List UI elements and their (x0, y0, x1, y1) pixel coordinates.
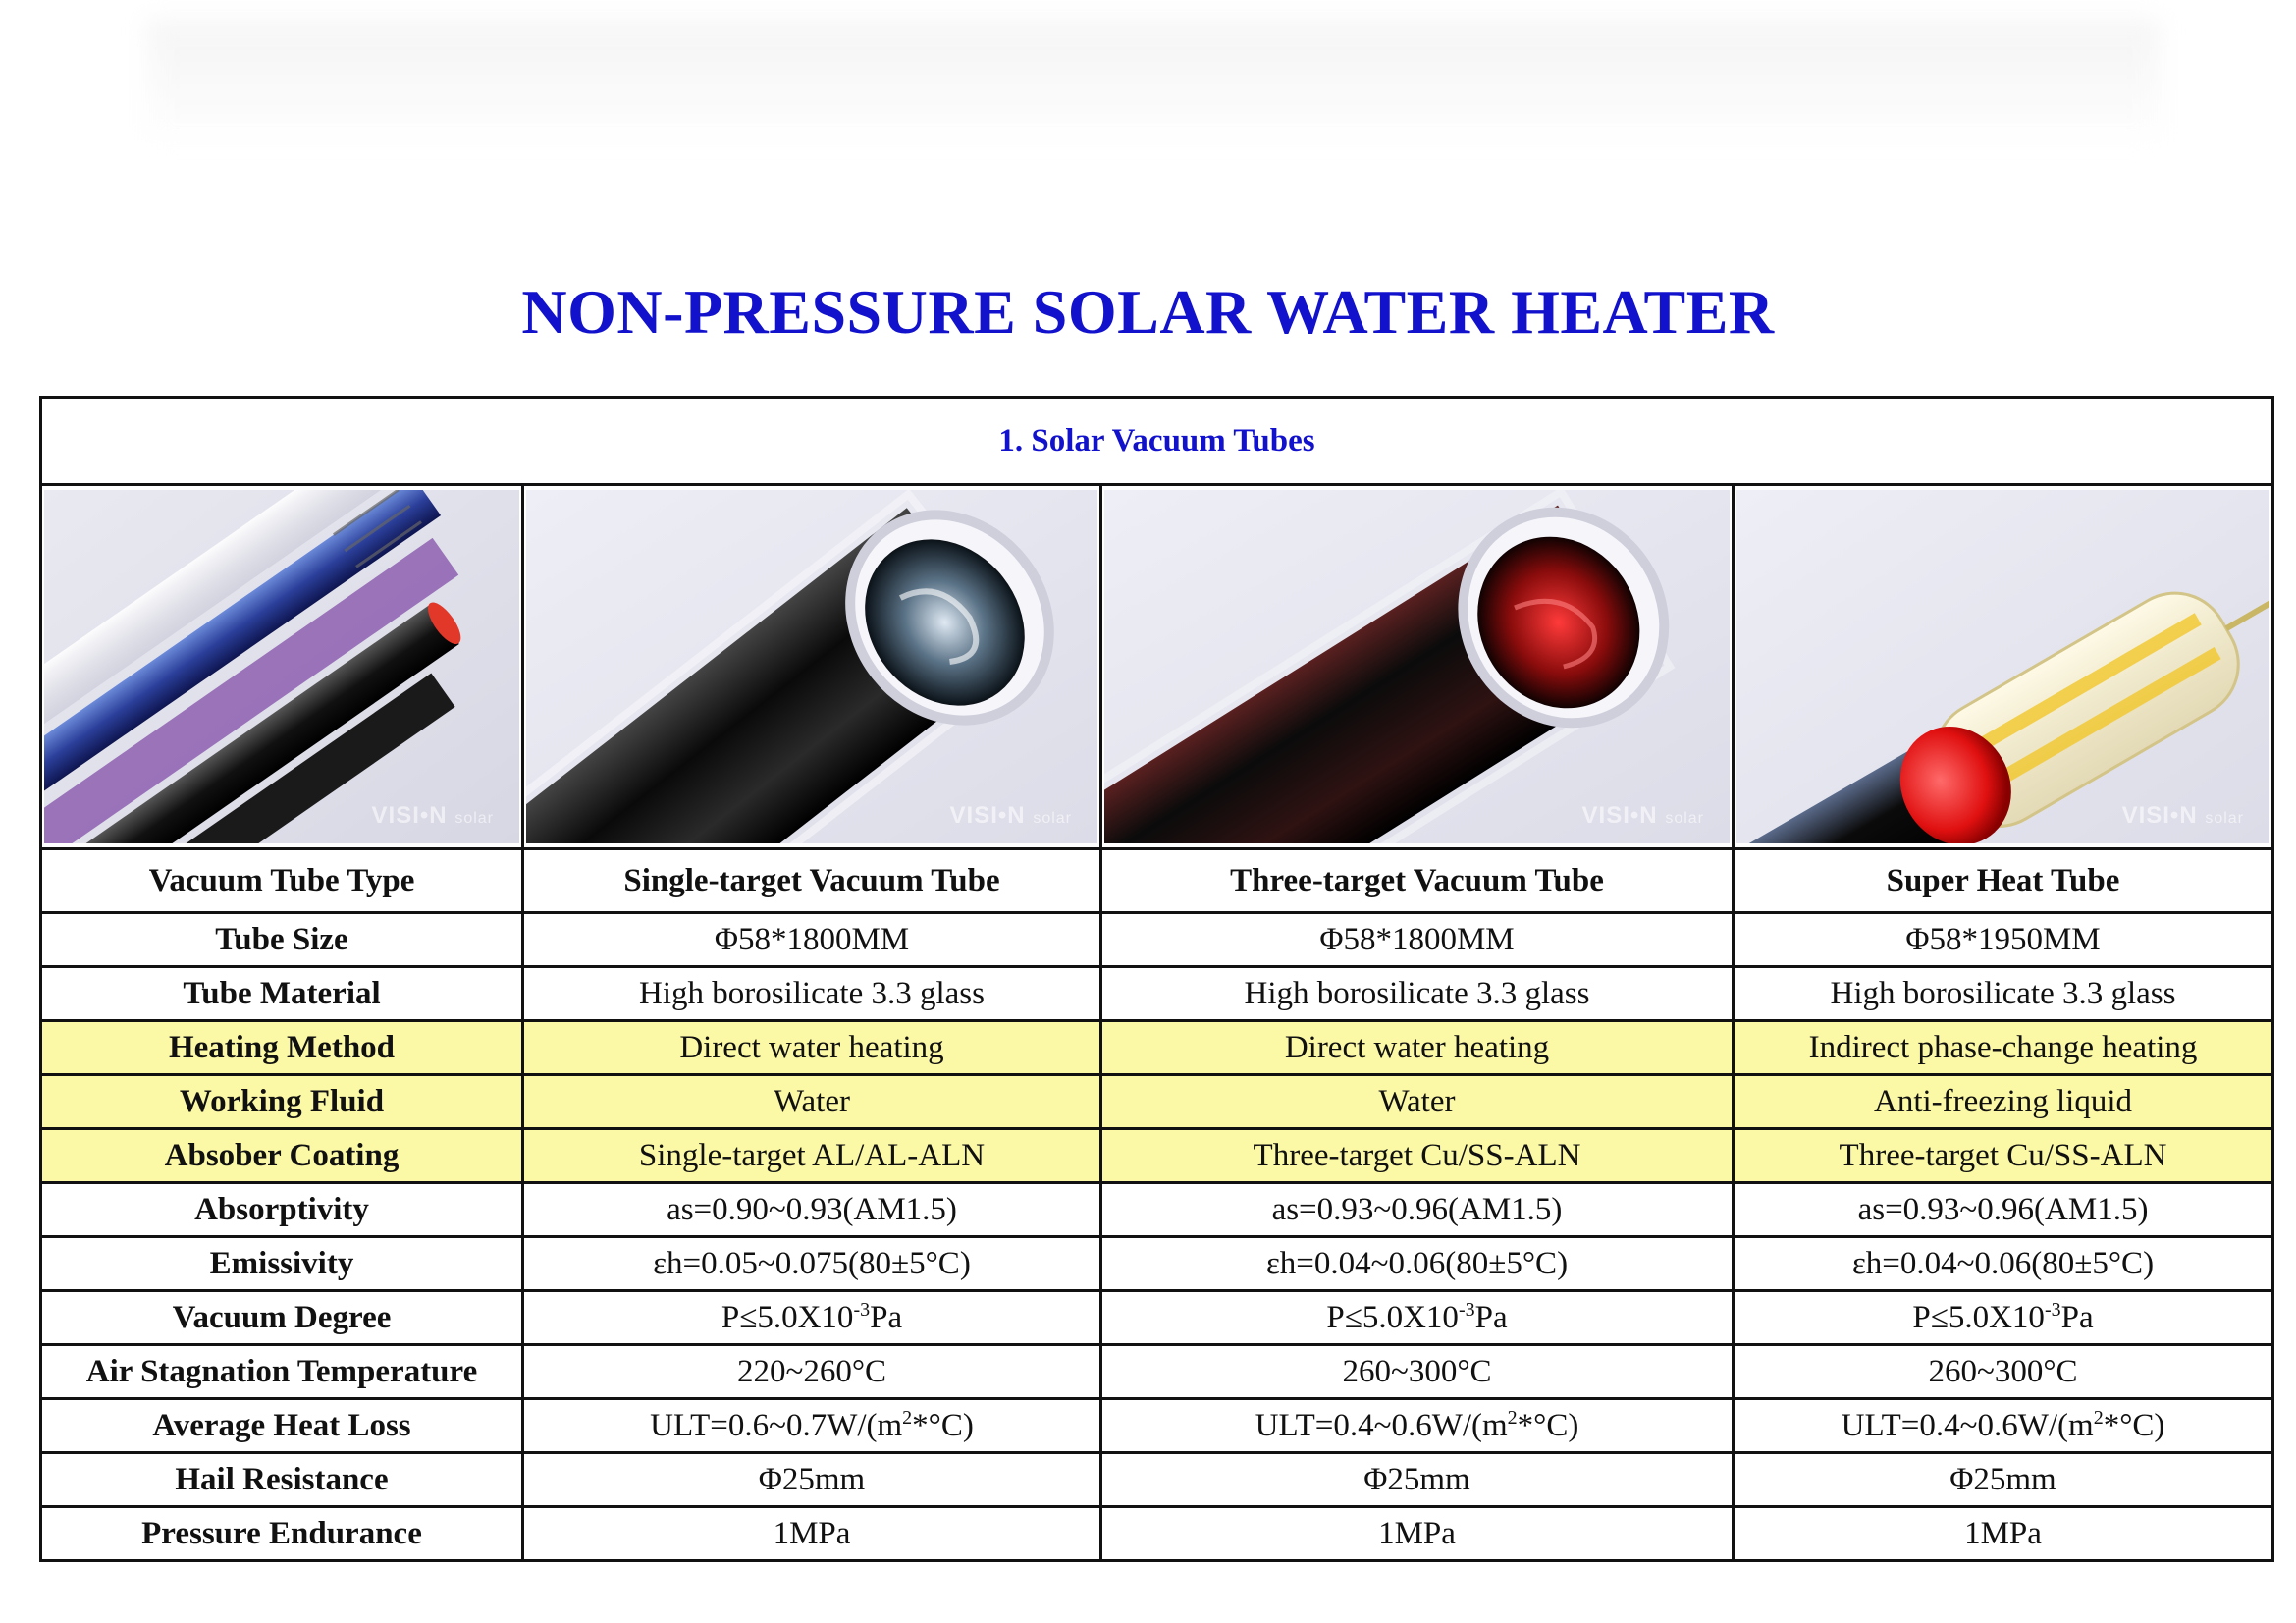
table-row (41, 1021, 2273, 1075)
row-label: Tube Size (41, 913, 523, 967)
row-label: Working Fluid (41, 1075, 523, 1129)
tube-bundle-photo (44, 490, 519, 843)
table-row (41, 1237, 2273, 1291)
row-value: 1MPa (1101, 1507, 1734, 1561)
blurred-header-band (147, 20, 2160, 147)
row-value: Φ25mm (1734, 1453, 2273, 1507)
row-value: 220~260°C (523, 1345, 1101, 1399)
row-value: Water (523, 1075, 1101, 1129)
row-value: Φ25mm (1101, 1453, 1734, 1507)
row-value: Φ58*1950MM (1734, 913, 2273, 967)
table-row (41, 967, 2273, 1021)
row-value: Anti-freezing liquid (1734, 1075, 2273, 1129)
row-value: Φ58*1800MM (523, 913, 1101, 967)
row-label: Absober Coating (41, 1129, 523, 1183)
watermark-logo: VISI•N solar (2121, 802, 2245, 829)
row-value: εh=0.04~0.06(80±5°C) (1101, 1237, 1734, 1291)
image-cell-three-target (1101, 485, 1734, 849)
row-value: Three-target Cu/SS-ALN (1734, 1129, 2273, 1183)
row-value: $ULT=0.4\sim 0.6W/(m^2*^\circ C)$ (1101, 1399, 1734, 1453)
section-title: 1. Solar Vacuum Tubes (41, 398, 2273, 485)
header-col-three-target: Three-target Vacuum Tube (1101, 849, 1734, 913)
row-value: as=0.93~0.96(AM1.5) (1101, 1183, 1734, 1237)
row-value: as=0.90~0.93(AM1.5) (523, 1183, 1101, 1237)
row-label: Absorptivity (41, 1183, 523, 1237)
row-value: Indirect phase-change heating (1734, 1021, 2273, 1075)
table-row (41, 1075, 2273, 1129)
watermark-logo: VISI•N solar (371, 802, 494, 829)
row-label: Average Heat Loss (41, 1399, 523, 1453)
table-row (41, 1183, 2273, 1237)
row-value: $P\le 5.0X10^{-3}Pa$ (1734, 1291, 2273, 1345)
watermark-logo: VISI•N solar (949, 802, 1072, 829)
row-label: Air Stagnation Temperature (41, 1345, 523, 1399)
image-cell-single-target (523, 485, 1101, 849)
three-target-tube-photo (1104, 490, 1730, 843)
row-value: as=0.93~0.96(AM1.5) (1734, 1183, 2273, 1237)
single-target-tube-photo (526, 490, 1097, 843)
row-label: Tube Material (41, 967, 523, 1021)
page-title: NON-PRESSURE SOLAR WATER HEATER (521, 277, 1775, 347)
table-row (41, 1399, 2273, 1453)
row-value: Water (1101, 1075, 1734, 1129)
row-value: $P\le 5.0X10^{-3}Pa$ (523, 1291, 1101, 1345)
header-label: Vacuum Tube Type (41, 849, 523, 913)
row-value: $P\le 5.0X10^{-3}Pa$ (1101, 1291, 1734, 1345)
header-col-single-target: Single-target Vacuum Tube (523, 849, 1101, 913)
table-row (41, 1345, 2273, 1399)
table-row (41, 1453, 2273, 1507)
row-value: Three-target Cu/SS-ALN (1101, 1129, 1734, 1183)
super-heat-tube-photo (1736, 490, 2269, 843)
table-row (41, 1507, 2273, 1561)
row-value: High borosilicate 3.3 glass (1734, 967, 2273, 1021)
row-value: $ULT=0.6\sim 0.7W/(m^2*^\circ C)$ (523, 1399, 1101, 1453)
row-value: Direct water heating (1101, 1021, 1734, 1075)
image-cell-super-heat (1734, 485, 2273, 849)
row-value: High borosilicate 3.3 glass (1101, 967, 1734, 1021)
row-value: 1MPa (523, 1507, 1101, 1561)
row-value: εh=0.05~0.075(80±5°C) (523, 1237, 1101, 1291)
row-value: High borosilicate 3.3 glass (523, 967, 1101, 1021)
row-value: 260~300°C (1101, 1345, 1734, 1399)
row-label: Hail Resistance (41, 1453, 523, 1507)
row-value: Single-target AL/AL-ALN (523, 1129, 1101, 1183)
row-label: Vacuum Degree (41, 1291, 523, 1345)
row-label: Emissivity (41, 1237, 523, 1291)
row-value: $ULT=0.4\sim 0.6W/(m^2*^\circ C)$ (1734, 1399, 2273, 1453)
row-label: Heating Method (41, 1021, 523, 1075)
table-row (41, 913, 2273, 967)
row-value: 1MPa (1734, 1507, 2273, 1561)
row-value: εh=0.04~0.06(80±5°C) (1734, 1237, 2273, 1291)
row-value: Φ58*1800MM (1101, 913, 1734, 967)
row-value: Direct water heating (523, 1021, 1101, 1075)
tube-images-row (41, 485, 2273, 849)
row-value: 260~300°C (1734, 1345, 2273, 1399)
table-row (41, 1129, 2273, 1183)
header-col-super-heat: Super Heat Tube (1734, 849, 2273, 913)
image-cell-tube-bundle (41, 485, 523, 849)
watermark-logo: VISI•N solar (1581, 802, 1704, 829)
row-label: Pressure Endurance (41, 1507, 523, 1561)
header-row (41, 849, 2273, 913)
spec-table (39, 396, 2274, 1562)
row-value: Φ25mm (523, 1453, 1101, 1507)
table-row (41, 1291, 2273, 1345)
